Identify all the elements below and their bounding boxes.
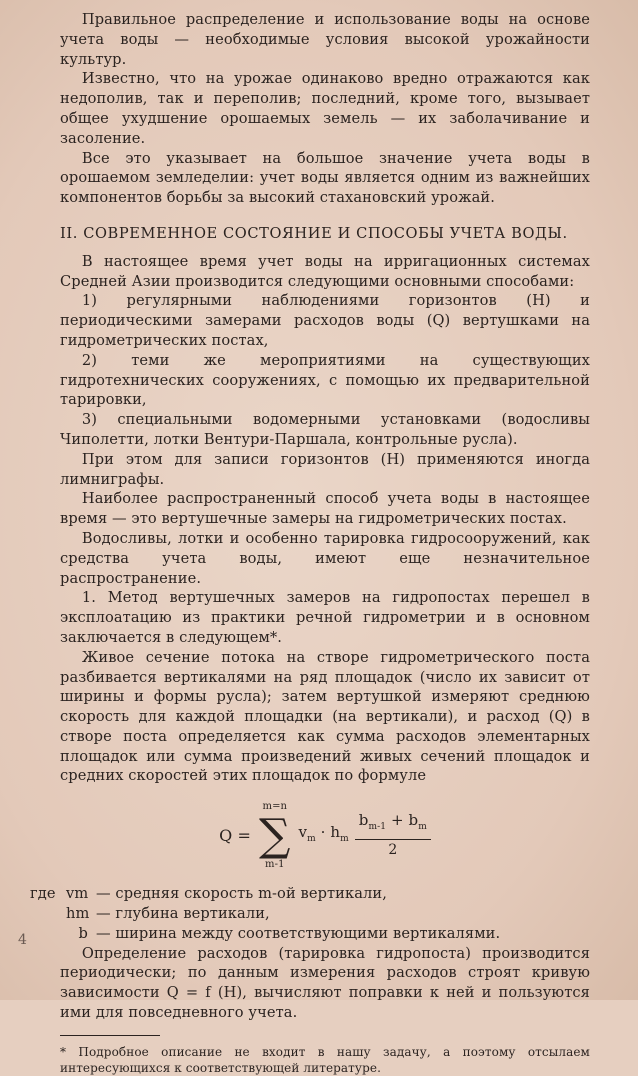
sum-lower-limit: m-1 <box>265 859 285 871</box>
paragraph: В настоящее время учет воды на ирригационных системах Средней Азии производится следующими основными способами: <box>60 252 590 290</box>
list-item: 3) специальными водомерными установками (водосливы Чиполетти, лотки Вентури-Паршала, контрольные русла). <box>60 411 590 448</box>
variable-definitions <box>30 884 590 943</box>
formula-fraction <box>355 811 431 861</box>
sigma-symbol: ∑ <box>259 810 291 862</box>
paragraph: Известно, что на урожае одинаково вредно отражаются как недополив, так и переполив; последний, кроме того, вызывает общее ухудшение орошаемых земель — их заболачивание и засоление. <box>60 70 590 147</box>
footnote-divider <box>60 1035 160 1036</box>
paragraph: При этом для записи горизонтов (H) применяются иногда лимниграфы. <box>60 450 590 488</box>
paragraph: Все это указывает на большое значение учета воды в орошаемом земледелии: учет воды является одним из важнейших компонентов борьбы за высокий стахановский урожай. <box>60 149 590 207</box>
formula-lhs: Q = <box>219 826 252 846</box>
main-text <box>30 10 590 1076</box>
paragraph: Живое сечение потока на створе гидрометрического поста разбивается вертикалями на ряд площадок (число их зависит от ширины и формы русла); затем вертушкой измеряют среднюю скорость для каждой площадки (на вертикали), и расход (Q) в створе поста определяется как сумма расходов элементарных площадок или сумма произведений живых сечений площадок и средних скоростей этих площадок по формуле <box>60 648 590 785</box>
list-item: 1) регулярными наблюдениями горизонтов (H) и периодическими замерами расходов воды (Q) вертушками на гидрометрических постах, <box>60 292 590 349</box>
section-heading: II. СОВРЕМЕННОЕ СОСТОЯНИЕ И СПОСОБЫ УЧЕТА ВОДЫ. <box>60 224 568 242</box>
paragraph: 1. Метод вертушечных замеров на гидропостах перешел в эксплоатацию из практики речной гидрометрии и в основном заключается в следующем*. <box>60 589 590 646</box>
formula-term: $v_m \cdot h_m$ <box>298 822 349 844</box>
definition-row: где vm — средняя скорость m-ой вертикали, <box>30 885 387 903</box>
footnote: * Подробное описание не входит в нашу задачу, а поэтому отсылаем интересующихся к соответствующей литературе. <box>60 1044 590 1075</box>
discharge-formula <box>60 788 590 884</box>
paragraph: Наиболее распространенный способ учета воды в настоящее время — это вертушечные замеры на гидрометрических постах. <box>60 490 590 528</box>
sum-upper-limit: m=n <box>262 801 288 813</box>
definition-row: hm — глубина вертикали, <box>66 905 270 923</box>
paragraph: Правильное распределение и использование воды на основе учета воды — необходимые условия высокой урожайности культур. <box>60 11 590 68</box>
fraction-denominator: 2 <box>388 842 398 859</box>
definition-row: b — ширина между соответствующими вертикалями. <box>78 924 501 942</box>
paragraph: Водосливы, лотки и особенно тарировка гидросооружений, как средства учета воды, имеют еще незначительное распространение. <box>60 529 590 587</box>
summation <box>259 801 291 871</box>
paragraph: Определение расходов (тарировка гидропоста) производится периодически; по данным измерения расходов строят кривую зависимости Q = f (H), вычисляют поправки к ней и пользуются ими для повседневного учета. <box>60 944 590 1022</box>
page-number: 4 <box>18 932 27 948</box>
list-item: 2) теми же мероприятиями на существующих гидротехнических сооружениях, с помощью их предварительной тарировки, <box>60 351 590 409</box>
fraction-numerator: $b_{m-1} + b_m$ <box>355 811 431 840</box>
